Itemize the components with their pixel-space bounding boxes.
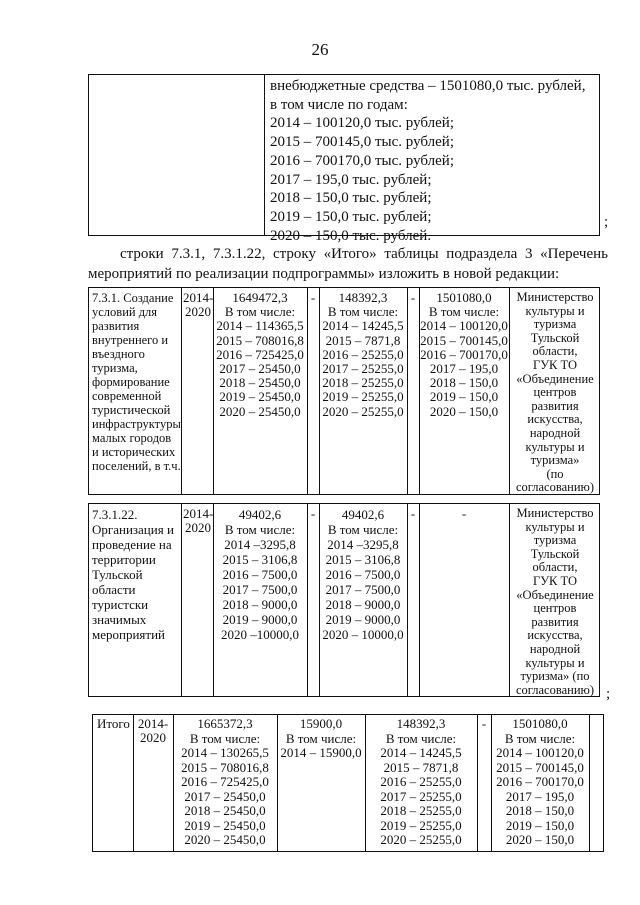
funding-line: 2016 – 700170,0 тыс. рублей; [270,152,454,169]
cell-line: 2017 – 7500,0 [222,582,298,597]
executor-cell [509,507,601,697]
cell-line: согласованию) [515,480,595,495]
federal-cell [277,717,365,761]
cell-line: внутреннего и [92,333,169,347]
cell-line: 2016 – 725425,0 [216,346,304,362]
cell-line: 2017 – 195,0 [429,361,499,377]
cell-line: 2014 – 14245,5 [380,745,462,760]
cell-line: 2019 – 25255,0 [322,389,404,405]
cell-line: культуры и [525,519,585,534]
regional-cell [319,507,407,642]
row-7-3-1 [88,287,600,495]
cell-line: 2014- [137,716,169,731]
cell-line: 2019 – 150,0 [429,389,499,405]
cell-line: проведение на [92,537,172,552]
cell-line: 2020 [185,304,211,319]
cell-line: 2019 – 9000,0 [325,612,401,627]
cell-line: 2017 – 7500,0 [325,582,401,597]
cell-line: центров [533,601,577,616]
funding-line: 2014 – 100120,0 тыс. рублей; [270,115,454,132]
cell-line: 2014 – 100120,0 [420,318,508,334]
cell-line: В том числе: [224,304,296,320]
trailing-semicolon: ; [606,686,611,702]
cell-line: народной [529,641,581,656]
funding-line: внебюджетные средства – 1501080,0 тыс. рублей, [270,78,586,94]
funding-line: в том числе по годам: [270,96,408,113]
cell-line: согласованию) [515,682,595,697]
cell-line: въездного [92,347,145,361]
cell-line: 2015 – 708016,8 [181,759,269,775]
cell-line: ГУК ТО [532,357,578,372]
cell-line: 2019 – 25450,0 [219,389,301,405]
cell-line: 2020 [185,520,211,535]
total-cell [173,717,277,848]
federal-cell: - [310,506,316,521]
cell-line: 2019 – 9000,0 [222,612,298,627]
cell-line: области, [532,344,578,359]
cell-line: туризма [533,533,577,548]
cell-line: «Объединение [516,587,594,602]
cell-line: 2019 – 150,0 [505,817,575,833]
cell-line: мероприятий [92,627,165,642]
cell-line: малых городов [92,431,172,445]
cell-line: 2017 – 195,0 [505,788,575,804]
funding-line: 2018 – 150,0 тыс. рублей; [270,190,432,207]
cell-line: культуры и [525,303,585,318]
cell-line: 2016 – 7500,0 [222,567,298,582]
cell-line: 2014 – 14245,5 [322,318,404,334]
cell-line: 2020 – 25450,0 [184,832,266,847]
cell-line: 1501080,0 [512,716,568,731]
cell-line: 2015 – 700145,0 [496,759,584,775]
cell-line: туристски [92,597,149,612]
cell-line: В том числе: [327,304,399,320]
row-name-cell [92,507,174,642]
cell-line: центров [533,385,577,400]
cell-line: 2018 – 25255,0 [322,375,404,391]
cell-line: Тульской [530,546,580,561]
cell-line: 2014 – 15900,0 [280,745,362,760]
cell-line: В том числе: [385,730,457,746]
cell-line: 2014 – 130265,5 [181,745,269,760]
cell-line: народной [529,425,581,440]
funding-line: 2019 – 150,0 тыс. рублей; [270,208,432,225]
cell-line: 2018 – 25255,0 [380,803,462,818]
table-divider [264,75,265,235]
funding-line: 2015 – 700145,0 тыс. рублей; [270,134,454,151]
cell-line: 7.3.1. Создание [92,291,174,305]
row-name-cell [92,291,181,473]
cell-line: 2020 [140,730,166,745]
federal-cell: - [310,290,316,305]
cell-line: - [461,506,467,521]
cell-line: искусства, [527,412,583,427]
cell-line: (по [546,466,564,481]
offbudget-cell [419,291,509,419]
cell-line: 2019 – 25255,0 [380,817,462,833]
cell-line: 49402,6 [238,507,282,522]
cell-line: формирование [92,375,170,389]
cell-line: 2016 – 725425,0 [181,774,269,789]
cell-line: Тульской [530,330,580,345]
cell-line: 2020 – 25255,0 [322,403,404,419]
total-row [92,714,604,852]
cell-line: 2020 – 10000,0 [322,627,404,642]
cell-line: территории [92,552,156,567]
cell-line: поселений, в т.ч. [92,459,181,473]
cell-line: 148392,3 [396,716,446,731]
cell-line: Министерство [516,506,594,520]
cell-line: 1501080,0 [436,290,492,305]
cell-line: 2016 – 25255,0 [380,774,462,789]
local-cell: - [410,290,416,305]
cell-line: 2014 –3295,8 [224,537,296,552]
cell-line: В том числе: [189,730,261,746]
cell-line: 2020 – 25450,0 [219,403,301,419]
cell-line: области [92,582,136,597]
cell-line: развития [531,614,579,629]
cell-line: 2019 – 25450,0 [184,817,266,833]
cell-line: Министерство [516,290,594,304]
cell-line: условий для [92,305,158,319]
amendment-paragraph: строки 7.3.1, 7.3.1.22, строку «Итого» таблицы подраздела 3 «Перечень мероприятий по реализации подпрограммы» изложить в новой редакции: [88,246,608,282]
cell-line: 49402,6 [341,507,385,522]
page-number: 26 [311,40,329,59]
cell-line: 2017 – 25450,0 [184,788,266,804]
cell-line: 2017 – 25255,0 [322,361,404,377]
total-cell [213,291,307,419]
cell-line: искусства, [527,628,583,643]
funding-table-fragment [88,74,600,244]
cell-line: и исторических [92,445,176,459]
cell-line: В том числе: [327,522,399,537]
cell-line: 2018 – 9000,0 [222,597,298,612]
cell-line: 2014- [183,506,214,521]
cell-line: 2018 – 150,0 [505,803,575,818]
offbudget-funding-cell [270,77,595,245]
cell-line: 2015 – 3106,8 [325,552,401,567]
cell-line: 2018 – 9000,0 [325,597,401,612]
cell-line: 2020 – 150,0 [429,403,499,419]
cell-line: Тульской [92,567,143,582]
cell-line: 2014 – 114365,5 [216,318,304,334]
cell-line: ГУК ТО [532,573,578,588]
cell-line: 2015 – 7871,8 [325,332,401,348]
funding-line: 2020 – 150,0 тыс. рублей. [270,227,432,244]
cell-line: 2020 – 150,0 [505,832,575,847]
regional-cell [319,291,407,419]
row-7-3-1-22 [88,503,600,697]
cell-line: 2016 – 25255,0 [322,346,404,362]
period-cell [183,507,213,535]
executor-cell [509,291,601,495]
cell-line: 2020 –10000,0 [221,627,299,642]
regional-cell [365,717,477,848]
offbudget-cell [491,717,589,848]
cell-line: 2014 –3295,8 [327,537,399,552]
cell-line: 2016 – 7500,0 [325,567,401,582]
cell-line: 2016 – 700170,0 [496,774,584,789]
cell-line: развития [92,319,140,333]
cell-line: 2015 – 7871,8 [383,759,459,775]
cell-line: В том числе: [504,730,576,746]
cell-line: 2014 – 100120,0 [496,745,584,760]
period-cell [133,717,173,745]
total-label: Итого [97,716,130,731]
cell-line: 2018 – 150,0 [429,375,499,391]
cell-line: 15900,0 [299,716,343,731]
cell-line: 2018 – 25450,0 [184,803,266,818]
cell-line: туризма» [530,453,580,468]
cell-line: туристической [92,403,171,417]
period-cell [183,291,213,319]
cell-line: 7.3.1.22. [92,507,138,522]
cell-line: современной [92,389,162,403]
local-cell: - [481,716,487,731]
cell-line: туризма, [92,361,138,375]
cell-line: 1649472,3 [232,290,288,305]
funding-line: 2017 – 195,0 тыс. рублей; [270,171,432,188]
cell-line: 1665372,3 [197,716,253,731]
cell-line: 2014- [183,290,214,305]
cell-line: 2015 – 3106,8 [222,552,298,567]
cell-line: 2016 – 700170,0 [420,346,508,362]
cell-line: культуры и [525,439,585,454]
total-cell [213,507,307,642]
cell-line: области, [532,560,578,575]
cell-line: культуры и [525,655,585,670]
trailing-semicolon: ; [604,214,609,230]
local-cell: - [410,506,416,521]
cell-line: инфраструктуры [92,417,181,431]
cell-line: Организация и [92,522,174,537]
cell-line: «Объединение [516,371,594,386]
cell-line: развития [531,398,579,413]
cell-line: 2015 – 700145,0 [420,332,508,348]
cell-line: 148392,3 [338,290,388,305]
cell-line: В том числе: [285,730,357,746]
cell-line: 2018 – 25450,0 [219,375,301,391]
cell-line: 2017 – 25255,0 [380,788,462,804]
cell-line: 2017 – 25450,0 [219,361,301,377]
cell-line: 2020 – 25255,0 [380,832,462,847]
cell-line: В том числе: [224,522,296,537]
cell-line: 2015 – 708016,8 [216,332,304,348]
cell-line: туризма [533,317,577,332]
cell-line: В том числе: [428,304,500,320]
cell-line: туризма» (по [520,669,590,684]
cell-line: значимых [92,612,147,627]
offbudget-cell [419,507,509,521]
